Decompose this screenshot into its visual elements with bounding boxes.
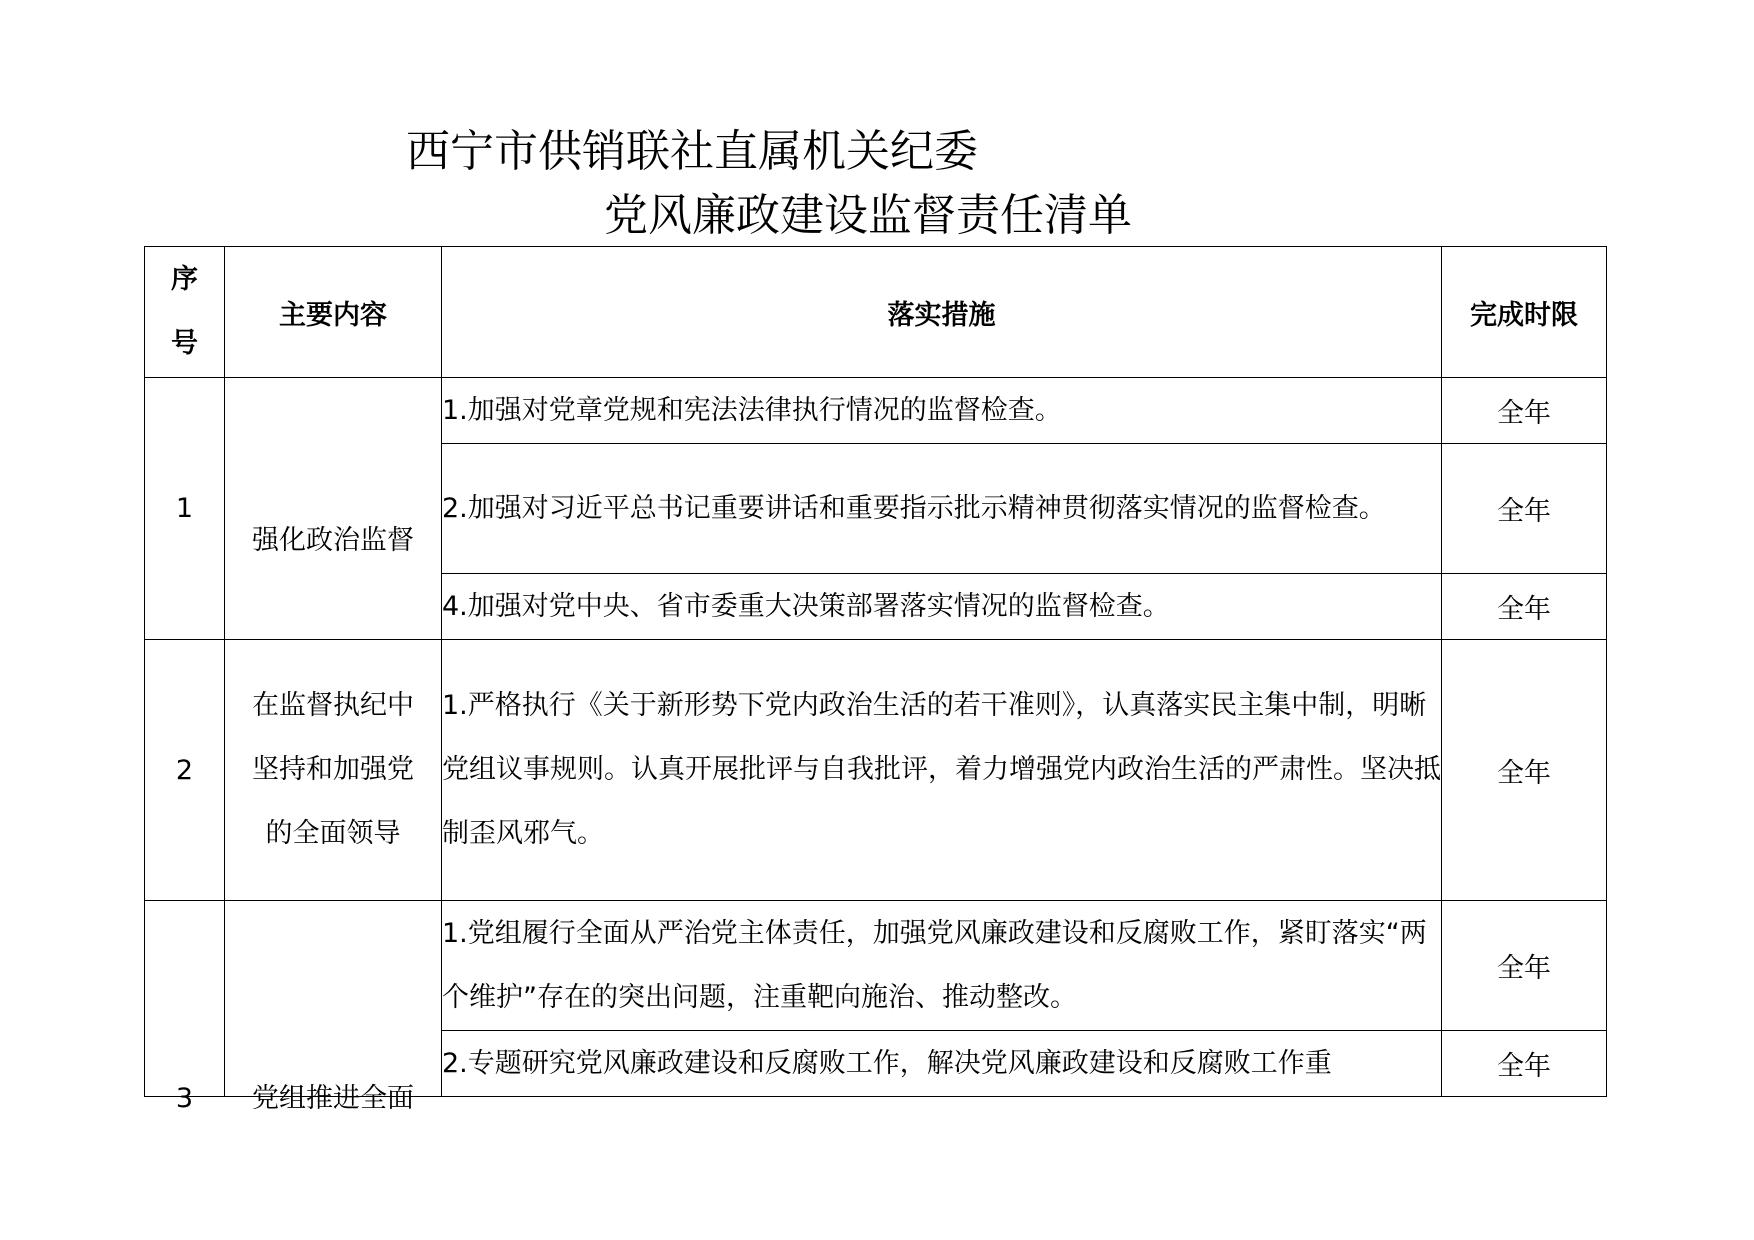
measure-1-1: 1.加强对党章党规和宪法法律执行情况的监督检查。 (442, 378, 1442, 444)
deadline-2-1: 全年 (1442, 640, 1607, 901)
row-content-3-text: 党组推进全面 (252, 1082, 414, 1114)
row-content-3 (225, 901, 442, 1114)
header-no (145, 247, 225, 378)
deadline-1-2: 全年 (1442, 444, 1607, 574)
row-content-2-line2: 坚持和加强党 (252, 754, 414, 785)
document-title-line2: 党风廉政建设监督责任清单 (604, 190, 1132, 241)
row-no-3-text: 3 (175, 1083, 194, 1114)
row-content-2 (225, 640, 442, 901)
table-header-row (145, 247, 1607, 378)
row-content-1-text: 强化政治监督 (252, 524, 414, 556)
measure-1-2: 2.加强对习近平总书记重要讲话和重要指示批示精神贯彻落实情况的监督检查。 (442, 444, 1442, 574)
header-measures: 落实措施 (442, 247, 1442, 378)
document-title-line1: 西宁市供销联社直属机关纪委 (406, 126, 978, 177)
table-row (145, 640, 1607, 901)
row-content-2-line1: 在监督执纪中 (252, 690, 414, 721)
row-no-3 (145, 901, 225, 1114)
table-row (145, 901, 1607, 1031)
row-content-1 (225, 378, 442, 640)
row-content-2-text (225, 674, 441, 866)
measure-2-1: 1.严格执行《关于新形势下党内政治生活的若干准则》，认真落实民主集中制，明晰党组议事规则。认真开展批评与自我批评，着力增强党内政治生活的严肃性。坚决抵制歪风邪气。 (442, 640, 1442, 901)
row-no-2: 2 (145, 640, 225, 901)
measure-3-1: 1.党组履行全面从严治党主体责任，加强党风廉政建设和反腐败工作，紧盯落实“两个维护”存在的突出问题，注重靶向施治、推动整改。 (442, 901, 1442, 1031)
responsibility-table (144, 246, 1607, 1114)
header-deadline: 完成时限 (1442, 247, 1607, 378)
row-no-1: 1 (145, 378, 225, 640)
measure-1-3: 4.加强对党中央、省市委重大决策部署落实情况的监督检查。 (442, 574, 1442, 640)
row-content-2-line3: 的全面领导 (265, 818, 401, 849)
header-no-part1: 序 (171, 264, 198, 295)
table-row (145, 378, 1607, 444)
header-content: 主要内容 (225, 247, 442, 378)
header-no-part2: 号 (171, 328, 198, 359)
deadline-1-3: 全年 (1442, 574, 1607, 640)
measure-3-2: 2.专题研究党风廉政建设和反腐败工作，解决党风廉政建设和反腐败工作重 (442, 1031, 1442, 1097)
deadline-3-2: 全年 (1442, 1031, 1607, 1097)
deadline-1-1: 全年 (1442, 378, 1607, 444)
deadline-3-1: 全年 (1442, 901, 1607, 1031)
